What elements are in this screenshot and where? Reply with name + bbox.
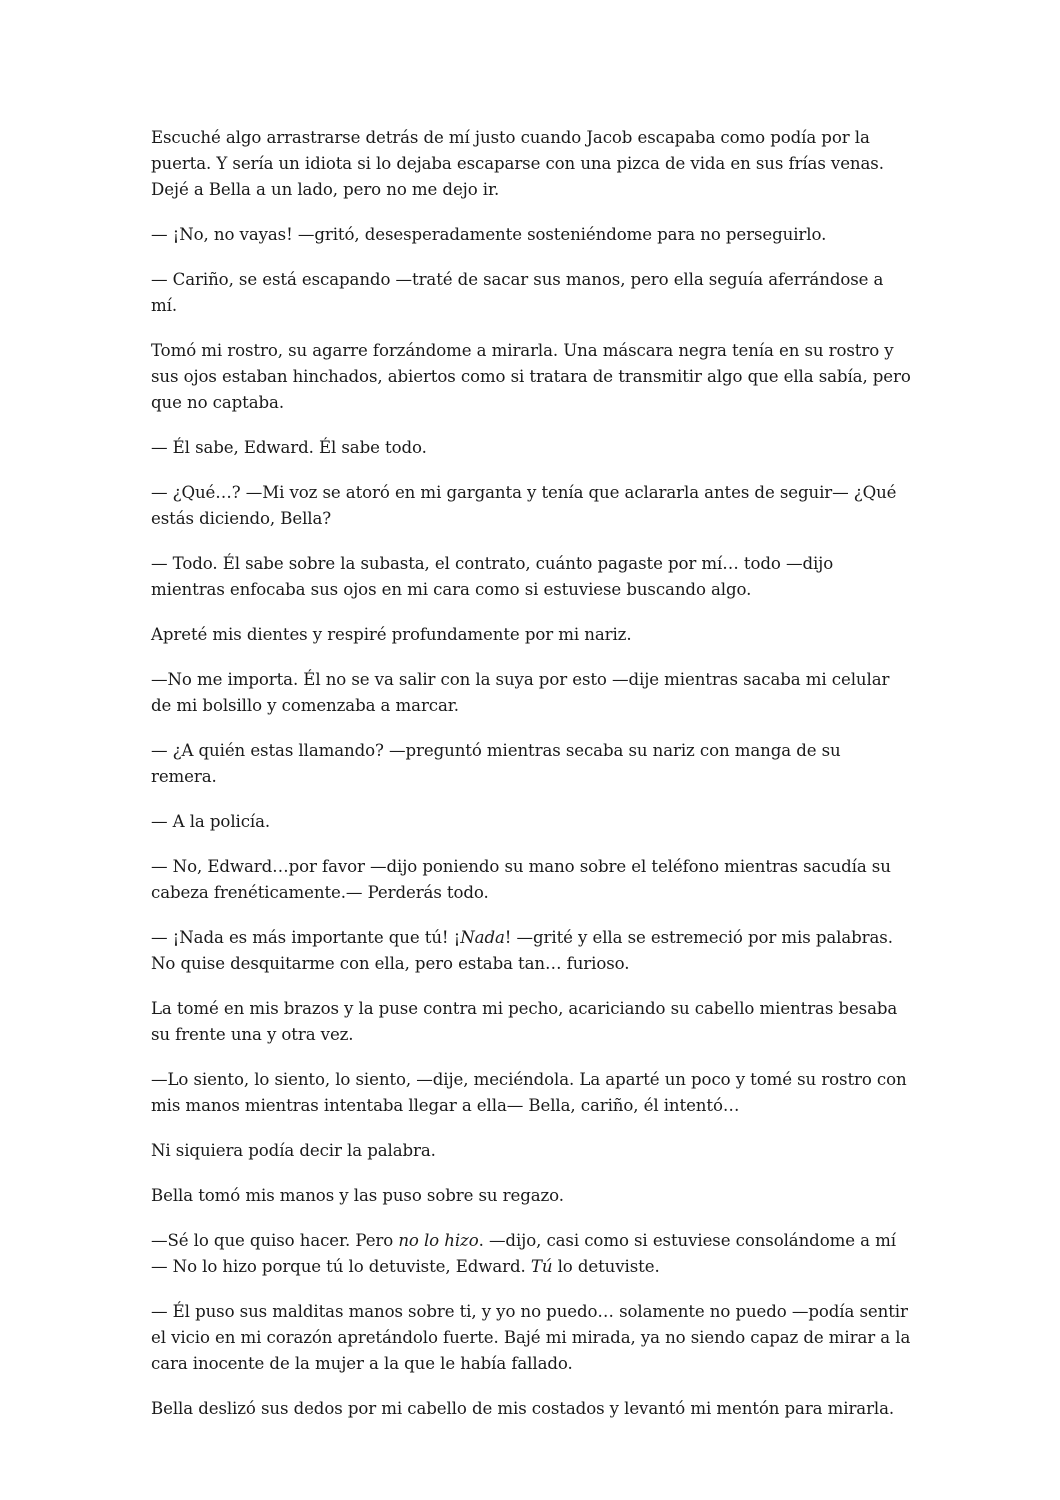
emphasis-text: Tú xyxy=(530,1257,553,1276)
paragraph-text: Ni siquiera podía decir la palabra. xyxy=(151,1141,436,1160)
paragraph-text: Escuché algo arrastrarse detrás de mí justo cuando Jacob escapaba como podía por la puerta. Y sería un idiota si lo dejaba escaparse con una pizca de vida en sus frías venas. Dejé a Bella a un lado, pero no me dejo ir. xyxy=(151,128,884,199)
paragraph xyxy=(151,854,911,906)
paragraph-text: — Él sabe, Edward. Él sabe todo. xyxy=(151,438,427,457)
document-body xyxy=(151,125,911,1441)
paragraph xyxy=(151,1299,911,1377)
emphasis-text: Nada xyxy=(460,928,505,947)
emphasis-text: no lo hizo xyxy=(398,1231,479,1250)
paragraph-text: — ¿A quién estas llamando? —preguntó mientras secaba su nariz con manga de su remera. xyxy=(151,741,841,786)
paragraph-text: —Lo siento, lo siento, lo siento, —dije, meciéndola. La aparté un poco y tomé su rostro con mis manos mientras intentaba llegar a ella— Bella, cariño, él intentó… xyxy=(151,1070,907,1115)
paragraph-text: Bella tomó mis manos y las puso sobre su regazo. xyxy=(151,1186,564,1205)
paragraph-text: — A la policía. xyxy=(151,812,271,831)
paragraph xyxy=(151,222,911,248)
paragraph xyxy=(151,1067,911,1119)
paragraph xyxy=(151,435,911,461)
paragraph-text: —No me importa. Él no se va salir con la suya por esto —dije mientras sacaba mi celular de mi bolsillo y comenzaba a marcar. xyxy=(151,670,890,715)
paragraph xyxy=(151,622,911,648)
paragraph-text: — No, Edward…por favor —dijo poniendo su mano sobre el teléfono mientras sacudía su cabeza frenéticamente.— Perderás todo. xyxy=(151,857,891,902)
paragraph-text: Bella deslizó sus dedos por mi cabello de mis costados y levantó mi mentón para mirarla. xyxy=(151,1399,895,1418)
paragraph xyxy=(151,925,911,977)
paragraph-text: — Él puso sus malditas manos sobre ti, y yo no puedo… solamente no puedo —podía sentir el vicio en mi corazón apretándolo fuerte. Bajé mi mirada, ya no siendo capaz de mirar a la cara inocente de la mujer a la que le había fallado. xyxy=(151,1302,911,1373)
paragraph xyxy=(151,1396,911,1422)
paragraph xyxy=(151,480,911,532)
paragraph xyxy=(151,1138,911,1164)
paragraph xyxy=(151,1183,911,1209)
paragraph-text: lo detuviste. xyxy=(552,1257,660,1276)
paragraph-text: — Todo. Él sabe sobre la subasta, el contrato, cuánto pagaste por mí… todo —dijo mientras enfocaba sus ojos en mi cara como si estuviese buscando algo. xyxy=(151,554,834,599)
paragraph xyxy=(151,996,911,1048)
paragraph xyxy=(151,809,911,835)
paragraph xyxy=(151,338,911,416)
paragraph-text: ! —grité y ella se estremeció por mis palabras. No quise desquitarme con ella, pero estaba tan… furioso. xyxy=(151,928,893,973)
paragraph-text: — ¡No, no vayas! —gritó, desesperadamente sosteniéndome para no perseguirlo. xyxy=(151,225,827,244)
paragraph xyxy=(151,738,911,790)
paragraph-text: —Sé lo que quiso hacer. Pero xyxy=(151,1231,399,1250)
paragraph xyxy=(151,551,911,603)
paragraph-text: La tomé en mis brazos y la puse contra mi pecho, acariciando su cabello mientras besaba su frente una y otra vez. xyxy=(151,999,898,1044)
paragraph xyxy=(151,267,911,319)
paragraph-text: Apreté mis dientes y respiré profundamente por mi nariz. xyxy=(151,625,632,644)
paragraph-text: — Cariño, se está escapando —traté de sacar sus manos, pero ella seguía aferrándose a mí. xyxy=(151,270,884,315)
paragraph xyxy=(151,667,911,719)
paragraph-text: — ¡Nada es más importante que tú! ¡ xyxy=(151,928,461,947)
paragraph-text: — ¿Qué…? —Mi voz se atoró en mi garganta y tenía que aclararla antes de seguir— ¿Qué estás diciendo, Bella? xyxy=(151,483,897,528)
paragraph-text: . —dijo, casi como si estuviese consolándome a mí— No lo hizo porque tú lo detuviste, Edward. xyxy=(151,1231,896,1276)
paragraph-text: Tomó mi rostro, su agarre forzándome a mirarla. Una máscara negra tenía en su rostro y sus ojos estaban hinchados, abiertos como si tratara de transmitir algo que ella sabía, pero que no captaba. xyxy=(151,341,911,412)
paragraph xyxy=(151,125,911,203)
paragraph xyxy=(151,1228,911,1280)
